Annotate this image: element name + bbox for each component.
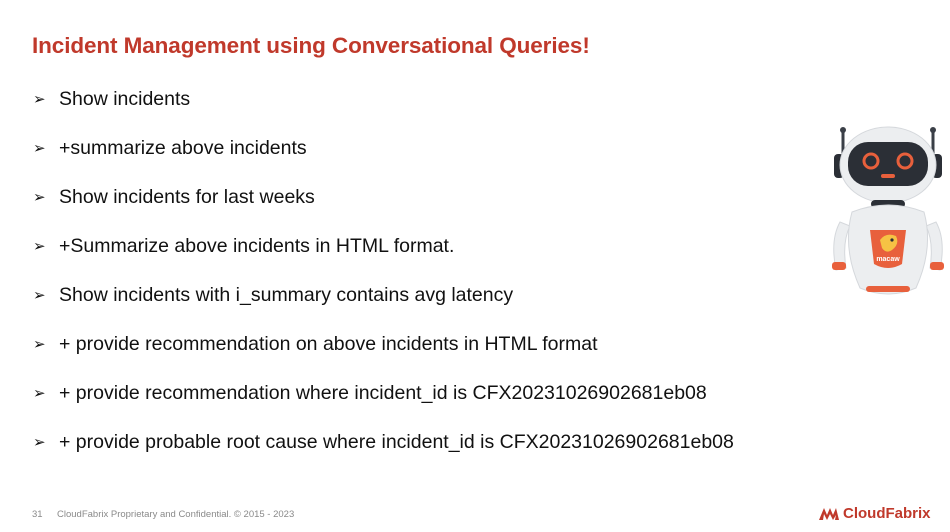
bullet-item (33, 184, 734, 233)
arrow-bullet-icon: ➢ (33, 91, 46, 108)
page-number: 31 (32, 509, 43, 520)
bullet-text: + provide recommendation on above incidents in HTML format (59, 333, 598, 355)
confidential-notice: CloudFabrix Proprietary and Confidential. © 2015 - 2023 (57, 509, 295, 520)
bullet-text: +Summarize above incidents in HTML format. (59, 235, 455, 257)
bullet-item (33, 135, 734, 184)
robot-badge-label: macaw (876, 256, 900, 263)
bullet-text: Show incidents (59, 88, 191, 110)
bullet-text: +summarize above incidents (59, 137, 307, 159)
bullet-item (33, 282, 734, 331)
arrow-bullet-icon: ➢ (33, 287, 46, 304)
bullet-text: Show incidents for last weeks (59, 186, 315, 208)
bullet-item (33, 429, 734, 478)
bullet-text: + provide recommendation where incident_id is CFX20231026902681eb08 (59, 382, 707, 404)
bullet-text: + provide probable root cause where incident_id is CFX20231026902681eb08 (59, 431, 734, 453)
arrow-bullet-icon: ➢ (33, 140, 46, 157)
brand-name: CloudFabrix (843, 504, 931, 522)
bullet-item (33, 86, 734, 135)
arrow-bullet-icon: ➢ (33, 238, 46, 255)
slide-title: Incident Management using Conversational Queries! (32, 33, 590, 58)
bullet-text: Show incidents with i_summary contains avg latency (59, 284, 514, 306)
arrow-bullet-icon: ➢ (33, 434, 46, 451)
cloudfabrix-logo-icon (818, 504, 840, 522)
brand-logo (818, 504, 931, 522)
bullet-item (33, 380, 734, 429)
arrow-bullet-icon: ➢ (33, 336, 46, 353)
arrow-bullet-icon: ➢ (33, 385, 46, 402)
bullet-item (33, 233, 734, 282)
arrow-bullet-icon: ➢ (33, 189, 46, 206)
bullet-list (33, 86, 734, 478)
robot-mascot-icon (826, 118, 950, 300)
bullet-item (33, 331, 734, 380)
